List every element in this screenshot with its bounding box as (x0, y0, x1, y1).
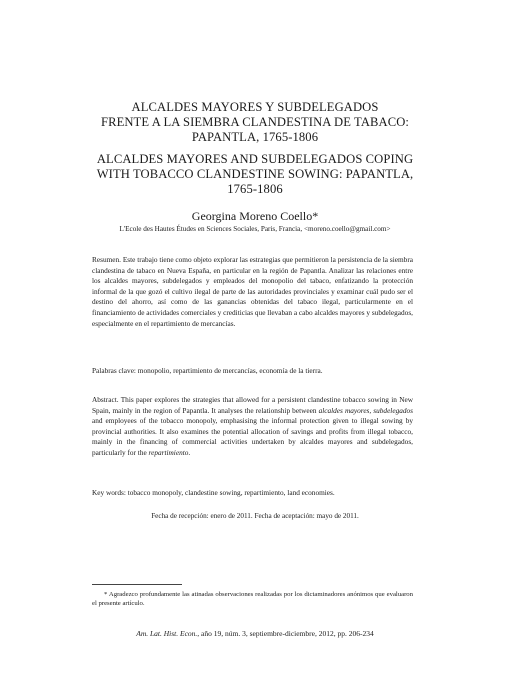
palabras-clave-paragraph (92, 366, 413, 377)
abstract-label: Abstract. (92, 395, 119, 404)
title-es-line: FRENTE A LA SIEMBRA CLANDESTINA DE TABACO: (100, 115, 410, 129)
abstract-text-part: . (188, 447, 191, 457)
journal-citation (80, 629, 430, 638)
abstract-emphasis: alcaldes mayores, subdelegados (318, 405, 414, 415)
abstract-text-part: This paper explores the strategies that allowed for a persistent clandestine tobacco sowing in New Spain, mainly in the region of Papantla. It analyses the relationship between (92, 395, 413, 415)
title-en-line: WITH TOBACCO CLANDESTINE SOWING: PAPANTLA, (96, 167, 414, 181)
abstract-paragraph (92, 395, 413, 459)
title-es-line: PAPANTLA, 1765-1806 (191, 130, 319, 144)
title-es-line: ALCALDES MAYORES Y SUBDELEGADOS (131, 100, 379, 114)
keywords-label: Key words: (92, 488, 126, 497)
footnote: * Agradezco profundamente las atinadas observaciones realizadas por los dictaminadores anónimos que evaluaron el presente artículo. (92, 591, 413, 607)
abstract-emphasis: repartimiento (148, 447, 189, 457)
keywords-paragraph (92, 488, 413, 499)
article-title (80, 100, 430, 197)
title-en-line: 1765-1806 (227, 182, 283, 196)
title-english (80, 152, 430, 197)
reception-dates: Fecha de recepción: enero de 2011. Fecha de aceptación: mayo de 2011. (151, 512, 359, 520)
footnote-divider (92, 584, 182, 585)
palabras-clave-text: monopolio, repartimiento de mercancías, economía de la tierra. (137, 366, 323, 375)
abstract-text-part: and employees of the tobacco monopoly, emphasising the informal protection given to illegal sowing by provincial authorities. It also examines the potential allocation of savings and profits from illegal tobacco, mainly in the financing of commercial activities undertaken by alcaldes mayores and subdelegados, particularly for the (92, 416, 413, 457)
author-name: Georgina Moreno Coello* (191, 209, 319, 223)
palabras-clave-label: Palabras clave: (92, 366, 136, 375)
keywords-text: tobacco monopoly, clandestine sowing, repartimiento, land economies. (127, 488, 335, 497)
title-en-line: ALCALDES MAYORES AND SUBDELEGADOS COPING (96, 152, 414, 166)
citation-details: , año 19, núm. 3, septiembre-diciembre, 2012, pp. 206-234 (197, 629, 374, 638)
journal-name: Am. Lat. Hist. Econ. (136, 629, 198, 638)
author-affiliation: L'Ecole des Hautes Études en Sciences Sociales, Paris, Francia, <moreno.coello@gmail.com> (119, 225, 391, 233)
resumen-text: Este trabajo tiene como objeto explorar las estrategias que permitieron la persistencia de la siembra clandestina de tabaco en Nueva España, en particular en la región de Papantla. Analizar las relaciones entre los alcaldes mayores, subdelegados y empleados del monopolio del tabaco, enfatizando la protección informal de la que gozó el cultivo ilegal de parte de las autoridades provinciales y examinar cuál pudo ser el destino del ahorro, así como de las ganancias obtenidas del tabaco ilegal, particularmente en el financiamiento de actividades comerciales y crediticias que llevaban a cabo alcaldes mayores y subdelegados, especialmente en el repartimiento de mercancías. (92, 255, 413, 328)
resumen-paragraph (92, 255, 413, 329)
resumen-label: Resumen. (92, 255, 121, 264)
title-spanish (80, 100, 430, 145)
